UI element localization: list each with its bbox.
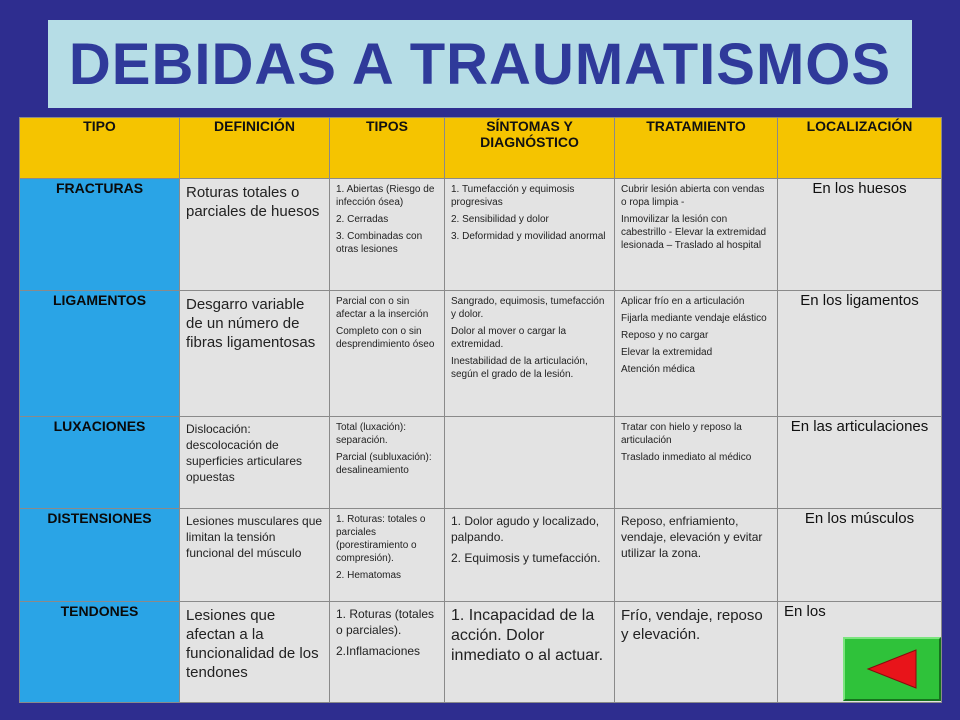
list-item: Elevar la extremidad bbox=[621, 347, 713, 358]
page-title: DEBIDAS A TRAUMATISMOS bbox=[68, 31, 892, 97]
row-localizacion-text: En los bbox=[784, 603, 826, 620]
list-item: 2. Hematomas bbox=[336, 570, 402, 581]
header-row bbox=[20, 118, 942, 179]
list-item: 3. Deformidad y movilidad anormal bbox=[451, 231, 606, 242]
row-tipos bbox=[330, 602, 445, 703]
row-tratamiento bbox=[615, 602, 778, 703]
row-tratamiento bbox=[615, 179, 778, 291]
row-definition: Lesiones musculares que limitan la tensión funcional del músculo bbox=[180, 509, 330, 602]
list-item: Fijarla mediante vendaje elástico bbox=[621, 313, 767, 324]
row-definition: Dislocación: descolocación de superficies articulares opuestas bbox=[180, 417, 330, 509]
list-item: 1. Roturas: totales o parciales (porestiramiento o compresión). bbox=[336, 514, 426, 564]
row-tipos bbox=[330, 291, 445, 417]
list-item: Tratar con hielo y reposo la articulación bbox=[621, 422, 742, 446]
header-cell: TIPO bbox=[20, 118, 180, 179]
row-sintomas bbox=[445, 179, 615, 291]
list-item: 1. Tumefacción y equimosis progresivas bbox=[451, 184, 575, 208]
triangle-left-icon bbox=[862, 648, 922, 690]
row-tipos bbox=[330, 417, 445, 509]
list-item: 2. Sensibilidad y dolor bbox=[451, 214, 549, 225]
row-tratamiento bbox=[615, 417, 778, 509]
list-item: 1. Abiertas (Riesgo de infección ósea) bbox=[336, 184, 435, 208]
list-item: Traslado inmediato al médico bbox=[621, 452, 752, 463]
row-type: DISTENSIONES bbox=[20, 509, 180, 602]
table-row bbox=[20, 509, 942, 602]
row-tipos bbox=[330, 179, 445, 291]
list-item: 2. Equimosis y tumefacción. bbox=[451, 551, 601, 565]
list-item: Dolor al mover o cargar la extremidad. bbox=[451, 326, 567, 350]
header-cell: TIPOS bbox=[330, 118, 445, 179]
row-sintomas bbox=[445, 417, 615, 509]
list-item: Inestabilidad de la articulación, según el grado de la lesión. bbox=[451, 356, 588, 380]
list-item: 1. Dolor agudo y localizado, palpando. bbox=[451, 514, 600, 544]
table-row bbox=[20, 602, 942, 703]
header-cell: LOCALIZACIÓN bbox=[778, 118, 942, 179]
row-tipos bbox=[330, 509, 445, 602]
list-item: Aplicar frío en a articulación bbox=[621, 296, 745, 307]
list-item: Cubrir lesión abierta con vendas o ropa limpia - bbox=[621, 184, 765, 208]
row-tratamiento bbox=[615, 509, 778, 602]
list-item: Sangrado, equimosis, tumefacción y dolor. bbox=[451, 296, 605, 320]
table-row bbox=[20, 179, 942, 291]
row-definition: Roturas totales o parciales de huesos bbox=[180, 179, 330, 291]
row-tratamiento bbox=[615, 291, 778, 417]
list-item: 2.Inflamaciones bbox=[336, 644, 421, 658]
row-type: TENDONES bbox=[20, 602, 180, 703]
list-item: 2. Cerradas bbox=[336, 214, 389, 225]
table-row bbox=[20, 417, 942, 509]
list-item: Reposo y no cargar bbox=[621, 330, 709, 341]
header-cell: DEFINICIÓN bbox=[180, 118, 330, 179]
title-banner bbox=[48, 20, 912, 108]
row-definition: Lesiones que afectan a la funcionalidad de los tendones bbox=[180, 602, 330, 703]
row-localizacion: En los huesos bbox=[778, 179, 942, 291]
row-localizacion: En los músculos bbox=[778, 509, 942, 602]
row-sintomas bbox=[445, 291, 615, 417]
row-type: LUXACIONES bbox=[20, 417, 180, 509]
header-cell: SÍNTOMAS Y DIAGNÓSTICO bbox=[445, 118, 615, 179]
list-item: Total (luxación): separación. bbox=[336, 422, 407, 446]
list-item: Completo con o sin desprendimiento óseo bbox=[336, 326, 435, 350]
row-sintomas bbox=[445, 509, 615, 602]
list-item: Parcial (subluxación): desalineamiento bbox=[336, 452, 432, 476]
back-button[interactable] bbox=[843, 637, 941, 701]
row-localizacion: En los ligamentos bbox=[778, 291, 942, 417]
row-sintomas bbox=[445, 602, 615, 703]
list-item: 1. Incapacidad de la acción. Dolor inmediato o al actuar. bbox=[451, 607, 604, 664]
traumatism-table bbox=[19, 117, 942, 703]
row-type: LIGAMENTOS bbox=[20, 291, 180, 417]
row-localizacion: En las articulaciones bbox=[778, 417, 942, 509]
list-item: Parcial con o sin afectar a la inserción bbox=[336, 296, 429, 320]
header-cell: TRATAMIENTO bbox=[615, 118, 778, 179]
list-item: Frío, vendaje, reposo y elevación. bbox=[621, 607, 763, 643]
row-definition: Desgarro variable de un número de fibras ligamentosas bbox=[180, 291, 330, 417]
table-row bbox=[20, 291, 942, 417]
list-item: Reposo, enfriamiento, vendaje, elevación y evitar utilizar la zona. bbox=[621, 514, 763, 560]
list-item: 3. Combinadas con otras lesiones bbox=[336, 231, 423, 255]
list-item: 1. Roturas (totales o parciales). bbox=[336, 607, 435, 637]
row-type: FRACTURAS bbox=[20, 179, 180, 291]
list-item: Inmovilizar la lesión con cabestrillo - Elevar la extremidad lesionada – Traslado al hospital bbox=[621, 214, 767, 251]
list-item: Atención médica bbox=[621, 364, 695, 375]
